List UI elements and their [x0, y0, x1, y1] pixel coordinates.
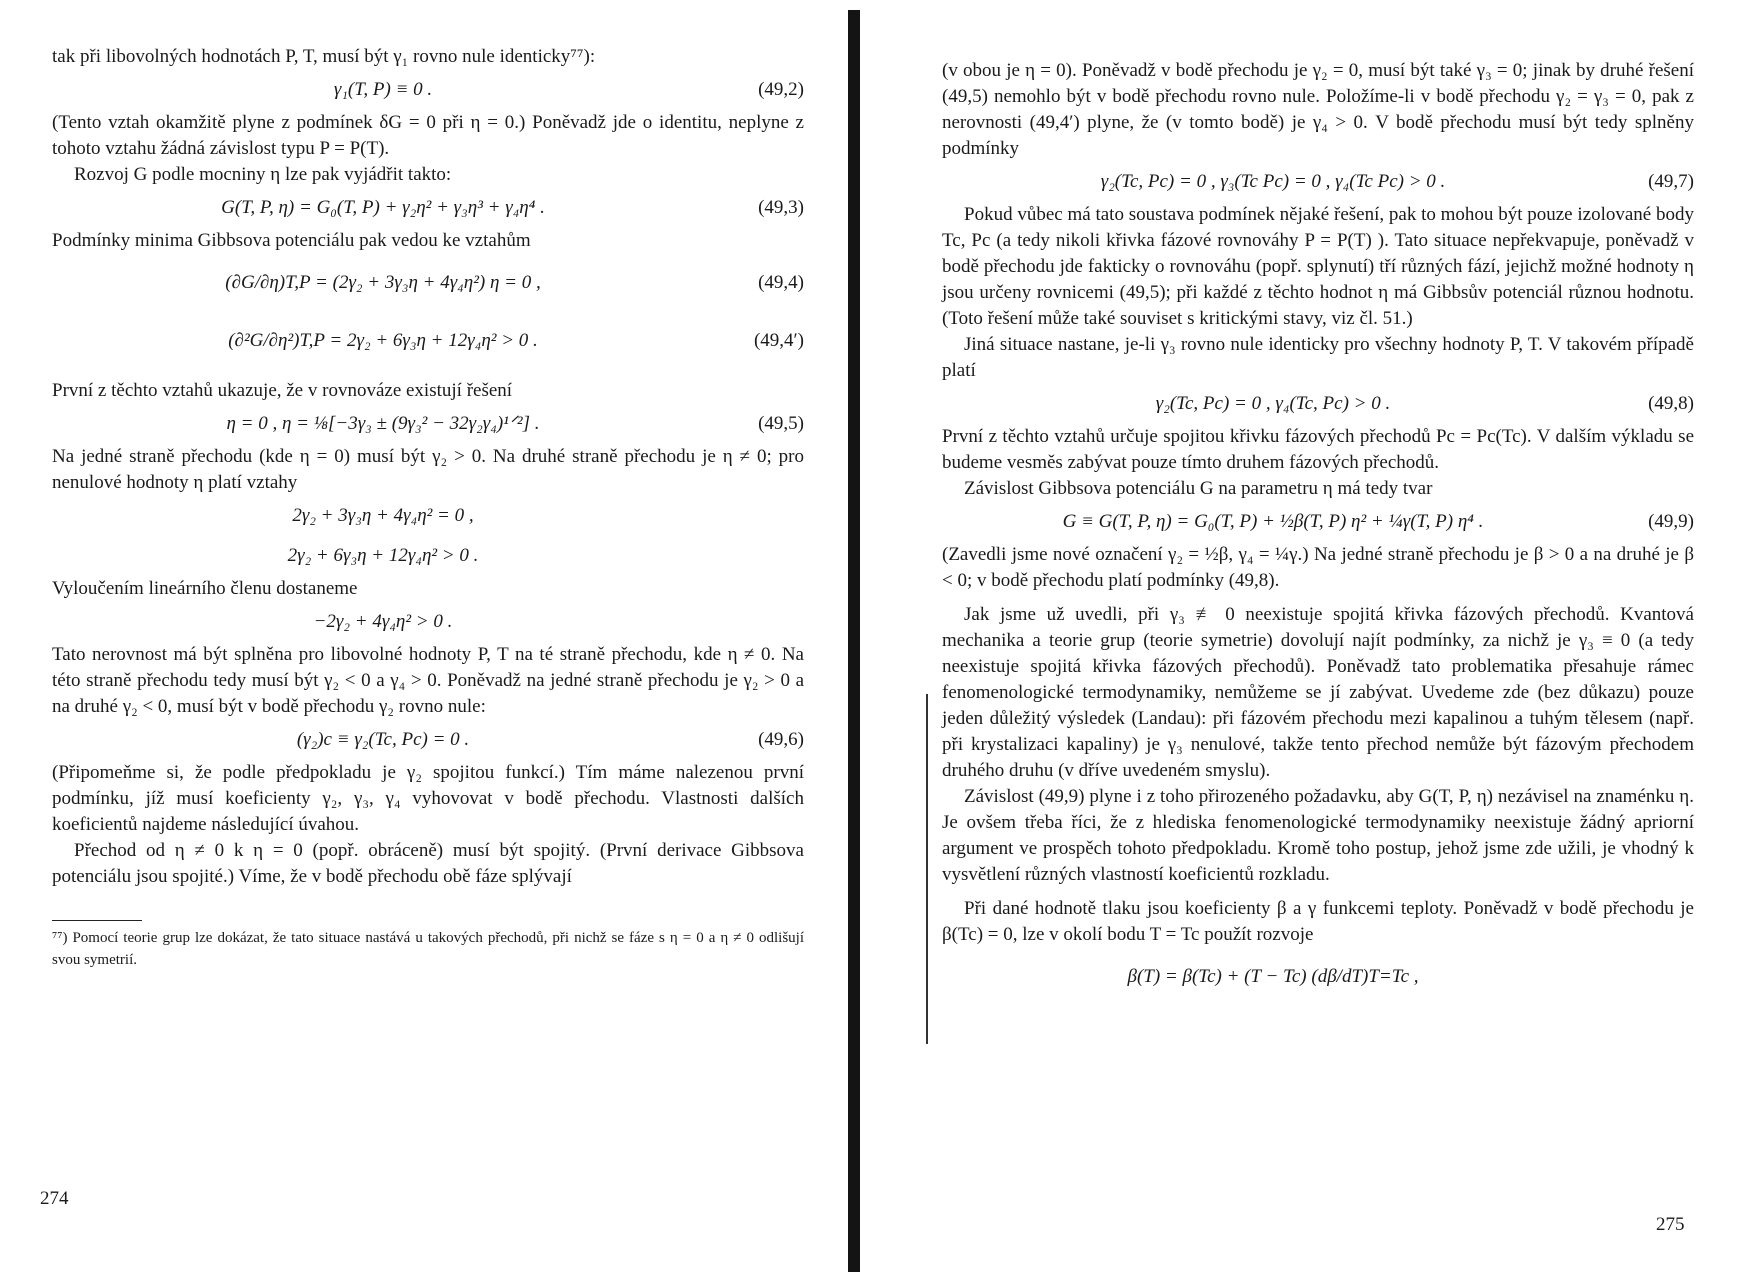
equation-49-4-prime — [52, 312, 804, 370]
equation-49-2 — [52, 70, 804, 110]
paragraph: Na jedné straně přechodu (kde η = 0) musí být γ₂ > 0. Na druhé straně přechodu je η ≠ 0; pro nenulové hodnoty η platí vztahy — [52, 446, 804, 493]
left-page — [0, 0, 850, 1276]
equation-body: β(T) = β(Tc) + (T − Tc) (dβ/dT)T=Tc , — [1127, 966, 1419, 987]
equation-body: (∂²G/∂η²)T,P = 2γ₂ + 6γ₃η + 12γ₄η² > 0 . — [228, 330, 538, 351]
equation-body: γ₂(Tc, Pc) = 0 , γ₃(Tc Pc) = 0 , γ₄(Tc Pc) > 0 . — [1100, 171, 1446, 192]
equation-49-5 — [52, 404, 804, 444]
equation-b — [52, 536, 804, 576]
equation-body: 2γ₂ + 3γ₃η + 4γ₄η² = 0 , — [292, 505, 474, 526]
equation-number: (49,8) — [1648, 393, 1694, 414]
paragraph: Závislost Gibbsova potenciálu G na parametru η má tedy tvar — [964, 478, 1433, 499]
paragraph: Přechod od η ≠ 0 k η = 0 (popř. obráceně) musí být spojitý. (První derivace Gibbsova potenciálu jsou spojité.) Víme, že v bodě přechodu obě fáze splývají — [52, 840, 804, 887]
equation-number: (49,2) — [758, 79, 804, 100]
equation-49-8 — [942, 384, 1694, 424]
paragraph: Rozvoj G podle mocniny η lze pak vyjádřit takto: — [74, 164, 452, 185]
equation-body: γ₂(Tc, Pc) = 0 , γ₄(Tc, Pc) > 0 . — [1155, 393, 1391, 414]
equation-body: (γ₂)c ≡ γ₂(Tc, Pc) = 0 . — [296, 729, 470, 750]
equation-49-7 — [942, 162, 1694, 202]
right-page — [864, 0, 1754, 1276]
equation-number: (49,6) — [758, 729, 804, 750]
equation-a — [52, 496, 804, 536]
paragraph: (v obou je η = 0). Poněvadž v bodě přechodu je γ₂ = 0, musí být také γ₃ = 0; jinak by druhé řešení (49,5) nemohlo být v bodě přechodu rovno nule. Položíme-li v bodě přechodu γ₂ = γ₃ = 0, pak z nerovnosti (49,4′) plyne, že (v tomto bodě) je γ₄ > 0. V bodě přechodu musí být tedy splněny podmínky — [942, 60, 1694, 159]
equation-beta-expansion — [942, 948, 1694, 1006]
paragraph: (Zavedli jsme nové označení γ₂ = ½β, γ₄ = ¼γ.) Na jedné straně přechodu je β > 0 a na druhé je β < 0; v bodě přechodu platí podmínky (49,8). — [942, 544, 1694, 591]
paragraph: Podmínky minima Gibbsova potenciálu pak vedou ke vztahům — [52, 230, 531, 251]
equation-49-9 — [942, 502, 1694, 542]
paragraph: Tato nerovnost má být splněna pro libovolné hodnoty P, T na té straně přechodu, kde η ≠ 0. Na této straně přechodu tedy musí být γ₂ < 0 a γ₄ > 0. Poněvadž na jedné straně přechodu je γ₂ > 0 a na druhé γ₂ < 0, musí být v bodě přechodu γ₂ rovno nule: — [52, 644, 804, 717]
paragraph: tak při libovolných hodnotách P, T, musí být γ₁ rovno nule identicky⁷⁷): — [52, 46, 596, 67]
equation-49-3 — [52, 188, 804, 228]
equation-body: G ≡ G(T, P, η) = G₀(T, P) + ½β(T, P) η² + ¼γ(T, P) η⁴ . — [1062, 511, 1484, 532]
footnote: ⁷⁷) Pomocí teorie grup lze dokázat, že tato situace nastává u takových přechodů, při nichž se fáze s η = 0 a η ≠ 0 odlišují svou symetrií. — [52, 930, 804, 968]
equation-number: (49,3) — [758, 197, 804, 218]
equation-body: η = 0 , η = ⅛[−3γ₃ ± (9γ₃² − 32γ₂γ₄)¹ᐟ²] . — [226, 413, 540, 434]
paragraph: Závislost (49,9) plyne i z toho přirozeného požadavku, aby G(T, P, η) nezávisel na znaménku η. Je ovšem třeba říci, že z hlediska fenomenologické termodynamiky neexistuje žádný apriorní argument ve prospěch tohoto předpokladu. Kromě toho postup, jehož jsme zde užili, je vhodný k vysvětlení různých vlastností koeficientů rozkladu. — [942, 786, 1694, 885]
equation-number: (49,9) — [1648, 511, 1694, 532]
footnote-rule — [52, 920, 142, 921]
equation-body: γ₁(T, P) ≡ 0 . — [333, 79, 433, 100]
paragraph: (Připomeňme si, že podle předpokladu je γ₂ spojitou funkcí.) Tím máme nalezenou první podmínku, jíž musí koeficienty γ₂, γ₃, γ₄ vyhovovat v bodě přechodu. Vlastnosti dalších koeficientů najdeme následující úvahou. — [52, 762, 804, 835]
paragraph: (Tento vztah okamžitě plyne z podmínek δG = 0 při η = 0.) Poněvadž jde o identitu, neplyne z tohoto vztahu žádná závislost typu P = P(T). — [52, 112, 804, 159]
equation-body: 2γ₂ + 6γ₃η + 12γ₄η² > 0 . — [287, 545, 479, 566]
paragraph: Pokud vůbec má tato soustava podmínek nějaké řešení, pak to mohou být pouze izolované body Tc, Pc (a tedy nikoli křivka fázové rovnováhy P = P(T) ). Tato situace nepřekvapuje, poněvadž v bodě přechodu jde fakticky o rovnováhu (popř. splynutí) tří různých fází, jejichž možné hodnoty η jsou určeny rovnicemi (49,5); při každé z těchto hodnot η má Gibbsův potenciál různou hodnotu. (Toto řešení může také souviset s kritickými stavy, viz čl. 51.) — [942, 204, 1694, 329]
paragraph: Vyloučením lineárního členu dostaneme — [52, 578, 358, 599]
paragraph: První z těchto vztahů ukazuje, že v rovnováze existují řešení — [52, 380, 513, 401]
equation-number: (49,4′) — [753, 330, 804, 351]
equation-number: (49,7) — [1648, 171, 1694, 192]
equation-body: G(T, P, η) = G₀(T, P) + γ₂η² + γ₃η³ + γ₄η⁴ . — [221, 197, 545, 218]
paragraph: První z těchto vztahů určuje spojitou křivku fázových přechodů Pc = Pc(Tc). V dalším výkladu se budeme vesměs zabývat pouze tímto druhem fázových přechodů. — [942, 426, 1694, 473]
paragraph: Jiná situace nastane, je-li γ₃ rovno nule identicky pro všechny hodnoty P, T. V takovém případě platí — [942, 334, 1694, 381]
equation-number: (49,5) — [758, 413, 804, 434]
equation-c — [52, 602, 804, 642]
equation-49-4 — [52, 254, 804, 312]
paragraph: Jak jsme už uvedli, při γ₃ ≢ 0 neexistuje spojitá křivka fázových přechodů. Kvantová mechanika a teorie grup (teorie symetrie) dovolují najít podmínky, za nichž je γ₃ ≡ 0 (a tedy neexistuje spojitá křivka fázových přechodů). Poněvadž tato problematika přesahuje rámec fenomenologické termodynamiky, nemůžeme se jí zabývat. Uvedeme zde (bez důkazu) pouze jeden důležitý výsledek (Landau): při fázovém přechodu mezi kapalinou a tuhým tělesem (např. při krystalizaci kapaliny) je γ₃ nenulové, takže tento přechod nemůže být fázovým přechodem druhého druhu (v dříve uvedeném smyslu). — [942, 604, 1694, 781]
page-number: 275 — [1656, 1214, 1685, 1235]
margin-mark — [926, 694, 928, 1044]
page-number: 274 — [40, 1188, 69, 1209]
equation-body: (∂G/∂η)T,P = (2γ₂ + 3γ₃η + 4γ₄η²) η = 0 , — [225, 272, 541, 293]
equation-49-6 — [52, 720, 804, 760]
equation-number: (49,4) — [758, 272, 804, 293]
equation-body: −2γ₂ + 4γ₄η² > 0 . — [313, 611, 453, 632]
paragraph: Při dané hodnotě tlaku jsou koeficienty β a γ funkcemi teploty. Poněvadž v bodě přechodu je β(Tc) = 0, lze v okolí bodu T = Tc použít rozvoje — [942, 898, 1694, 945]
